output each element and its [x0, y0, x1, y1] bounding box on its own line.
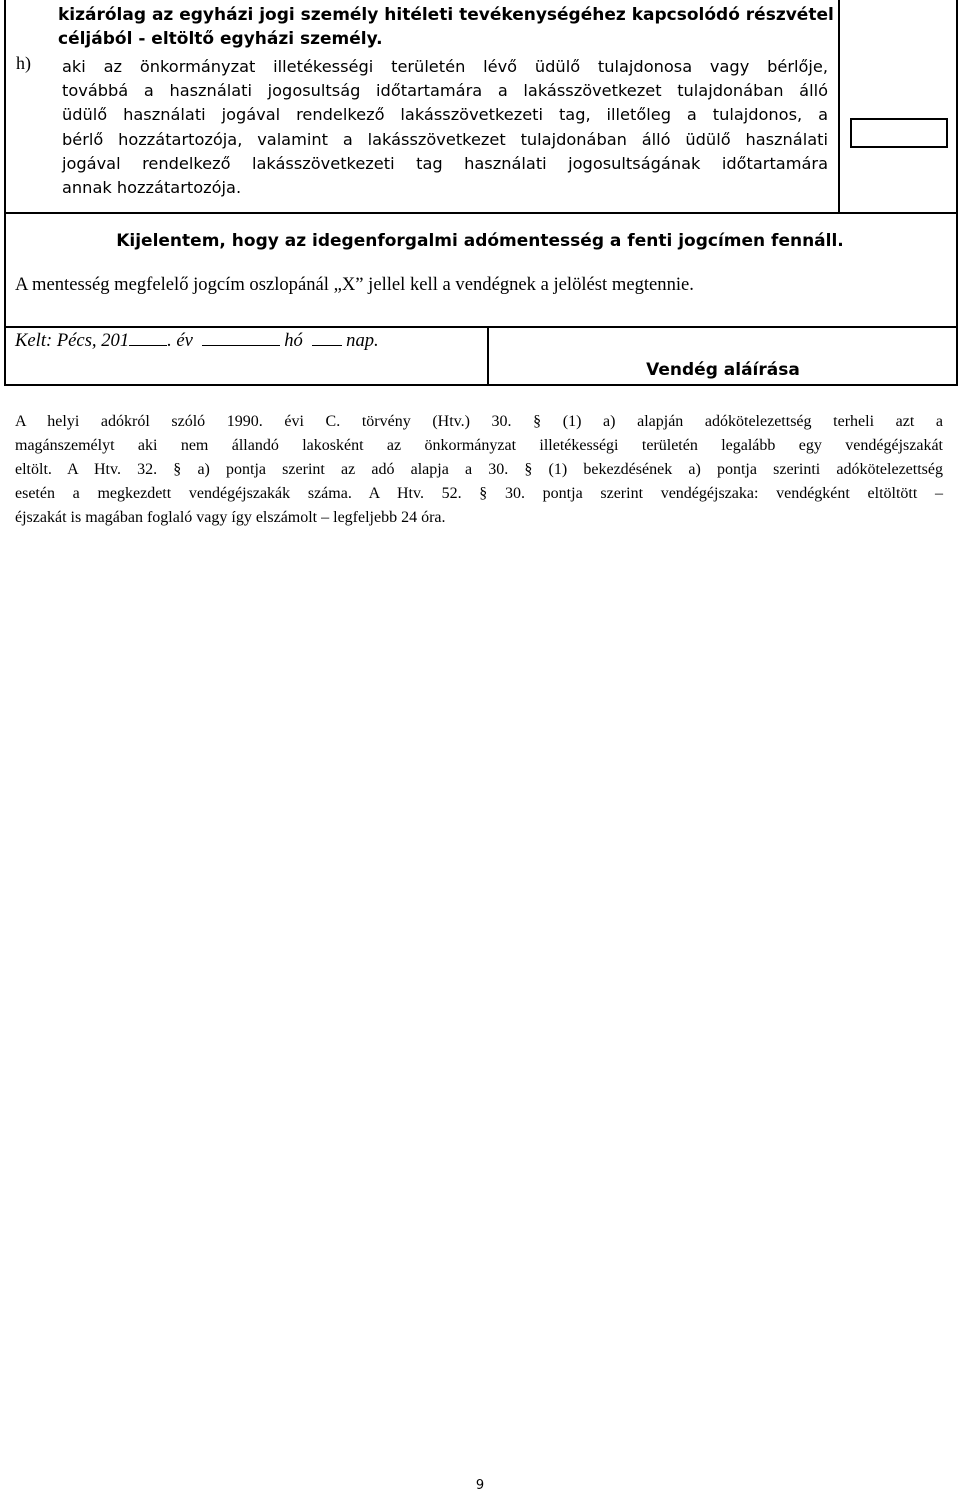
- footnote: [15, 410, 943, 530]
- footnote-line: magánszemélyt aki nem állandó lakosként az önkormányzat illetékességi területén legalább egy vendégéjszakát: [15, 437, 943, 454]
- row-h-checkbox[interactable]: [850, 118, 948, 148]
- month-suffix: hó: [284, 330, 303, 351]
- footnote-line: A helyi adókról szóló 1990. évi C. törvény (Htv.) 30. § (1) a) alapján adókötelezettség terheli azt a: [15, 413, 943, 430]
- place-label: Kelt: Pécs, 201: [15, 330, 130, 351]
- row-h-line: jogával rendelkező lakásszövetkezeti tag használati jogosultságának időtartamára: [62, 153, 828, 173]
- row-h-letter: h): [16, 53, 31, 73]
- year-blank[interactable]: [129, 331, 167, 346]
- declaration: Kijelentem, hogy az idegenforgalmi adómentesség a fenti jogcímen fennáll.: [116, 231, 844, 251]
- row-h-line: annak hozzátartozója.: [62, 178, 242, 198]
- day-suffix: nap.: [346, 330, 379, 351]
- month-blank[interactable]: [202, 331, 280, 346]
- row-h-line: üdülő használati jogával rendelkező lakásszövetkezeti tag, illetőleg a tulajdonos, a: [62, 105, 828, 125]
- date-line: [15, 330, 379, 352]
- column-divider: [838, 0, 840, 213]
- row-divider: [4, 212, 958, 214]
- row-g-line2: céljából - eltöltő egyházi személy.: [58, 29, 383, 49]
- row-g-line1: kizárólag az egyházi jogi személy hitéleti tevékenységéhez kapcsolódó részvétel: [58, 5, 834, 25]
- year-suffix: . év: [167, 330, 193, 351]
- instruction: A mentesség megfelelő jogcím oszlopánál „X” jellel kell a vendégnek a jelölést megtennie.: [15, 274, 694, 295]
- row-divider-2: [4, 326, 958, 328]
- footnote-line: esetén a megkezdett vendégéjszakák száma. A Htv. 52. § 30. pontja szerint vendégéjszaka: vendégként eltöltött –: [15, 485, 943, 502]
- signature-label: Vendég aláírása: [646, 360, 800, 380]
- day-blank[interactable]: [312, 331, 342, 346]
- row-h-line: bérlő hozzátartozója, valamint a lakásszövetkezet tulajdonában álló üdülő használati: [62, 129, 828, 149]
- row-h-line: aki az önkormányzat illetékességi területén lévő üdülő tulajdonosa vagy bérlője,: [62, 57, 828, 76]
- page-number: 9: [475, 1478, 485, 1493]
- footnote-line: eltölt. A Htv. 32. § a) pontja szerint az adó alapja a 30. § (1) bekezdésének a) pontja szerinti adókötelezettség: [15, 461, 943, 478]
- row-h-text: [62, 55, 828, 200]
- row-h-line: továbbá a használati jogosultság időtartamára a lakásszövetkezet tulajdonában álló: [62, 81, 828, 101]
- footnote-line: éjszakát is magában foglaló vagy így elszámolt – legfeljebb 24 óra.: [15, 509, 446, 526]
